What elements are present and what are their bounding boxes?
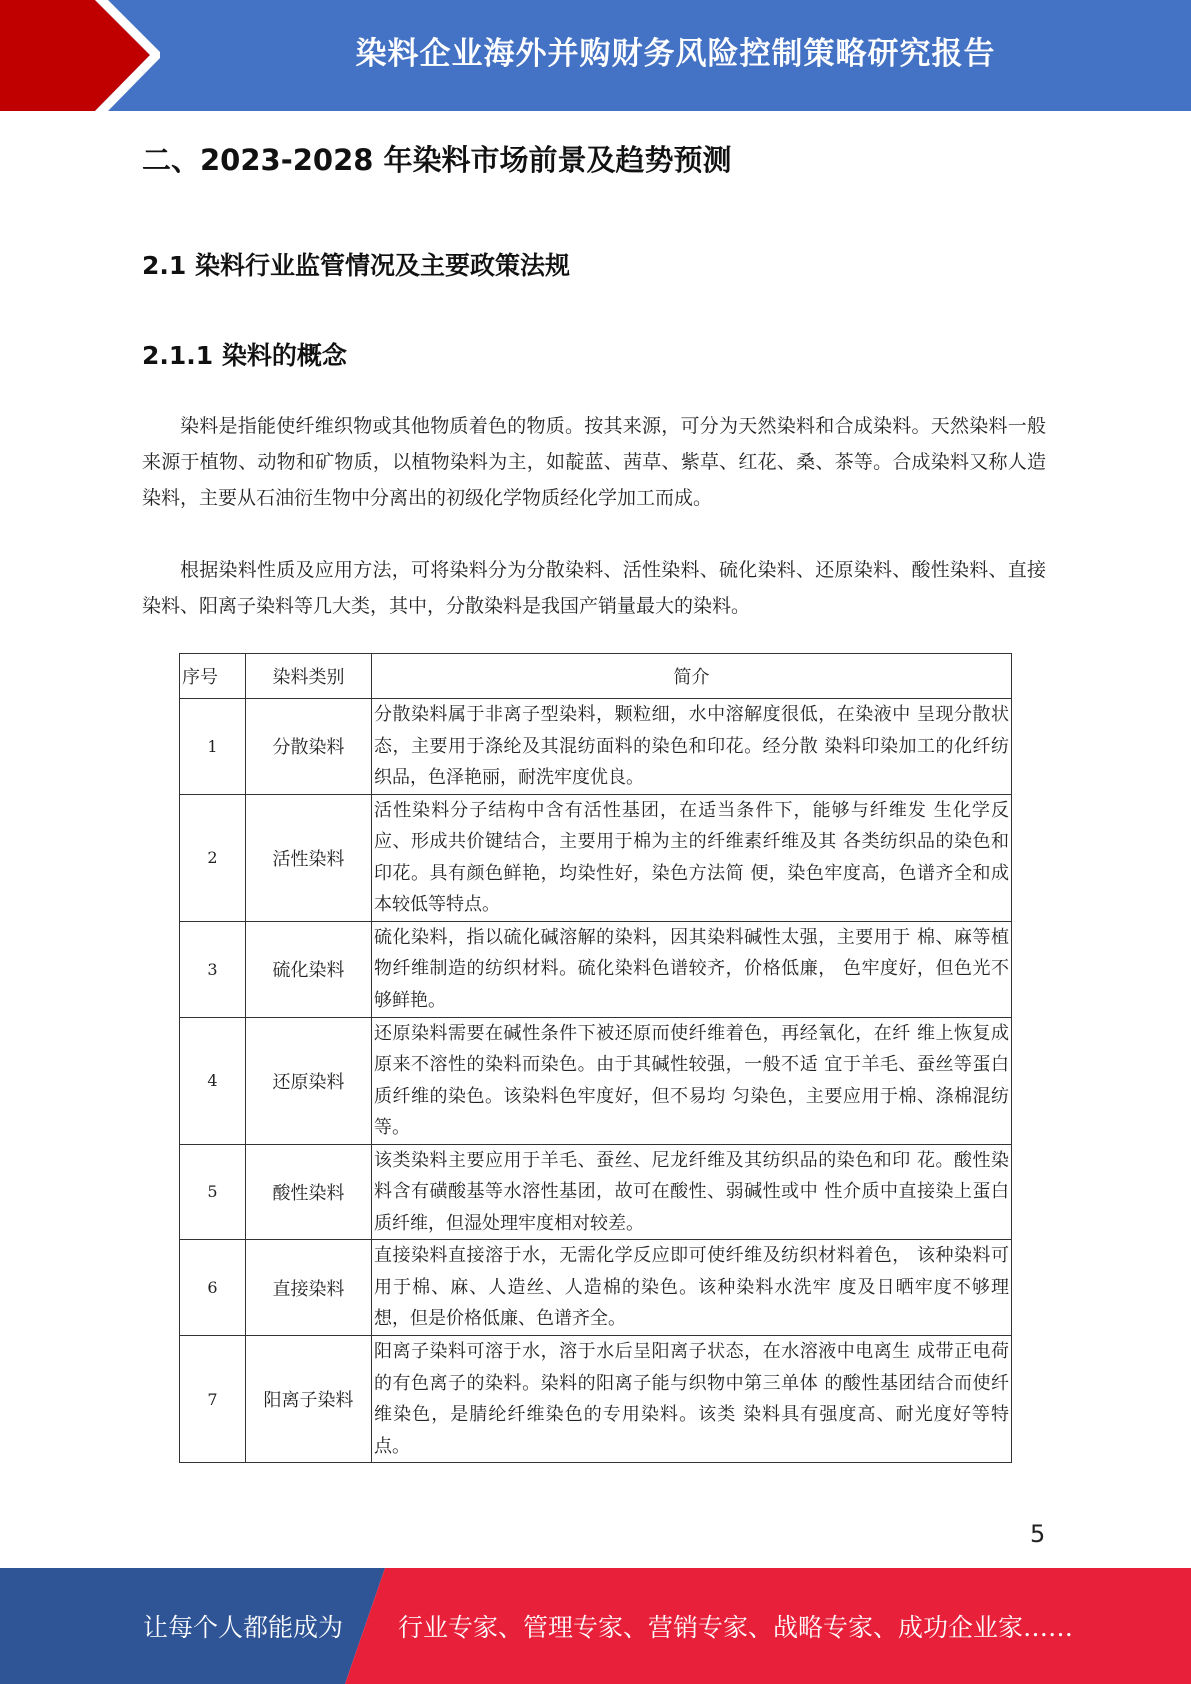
footer-slogan-left: 让每个人都能成为: [143, 1613, 344, 1642]
table-row: [180, 794, 1012, 921]
row-description: 直接染料直接溶于水，无需化学反应即可使纤维及纺织材料着色， 该种染料可用于棉、麻、人造丝、人造棉的染色。该种染料水洗牢 度及日晒牢度不够理想，但是价格低廉、色谱齐全。: [372, 1240, 1012, 1336]
page-number: 5: [1030, 1520, 1046, 1548]
row-description: 该类染料主要应用于羊毛、蚕丝、尼龙纤维及其纺织品的染色和印 花。酸性染料含有磺酸基等水溶性基团，故可在酸性、弱碱性或中 性介质中直接染上蛋白质纤维，但湿处理牢度相对较差。: [372, 1144, 1012, 1240]
paragraph-dye-categories: 根据染料性质及应用方法，可将染料分为分散染料、活性染料、硫化染料、还原染料、酸性染料、直接染料、阳离子染料等几大类，其中，分散染料是我国产销量最大的染料。: [142, 559, 1046, 617]
table-row: [180, 1336, 1012, 1463]
table-row: [180, 1240, 1012, 1336]
row-description: 分散染料属于非离子型染料，颗粒细，水中溶解度很低，在染液中 呈现分散状态，主要用于涤纶及其混纺面料的染色和印花。经分散 染料印染加工的化纤纺织品，色泽艳丽，耐洗牢度优良。: [372, 699, 1012, 795]
chevron-arrow-icon: [0, 0, 160, 111]
footer-banner: [0, 1568, 1191, 1684]
row-index: 6: [180, 1240, 246, 1336]
report-title: 染料企业海外并购财务风险控制策略研究报告: [355, 35, 996, 72]
section-heading: 2.1 染料行业监管情况及主要政策法规: [142, 251, 570, 280]
row-description: 阳离子染料可溶于水，溶于水后呈阳离子状态，在水溶液中电离生 成带正电荷的有色离子的染料。染料的阳离子能与织物中第三单体 的酸性基团结合而使纤维染色，是腈纶纤维染色的专用染料。该类 染料具有强度高、耐光度好等特点。: [372, 1336, 1012, 1463]
dye-category-table: [179, 653, 1012, 1463]
row-index: 5: [180, 1144, 246, 1240]
row-index: 3: [180, 921, 246, 1017]
table-row: [180, 699, 1012, 795]
row-category: 直接染料: [246, 1240, 372, 1336]
row-category: 活性染料: [246, 794, 372, 921]
table-row: [180, 1144, 1012, 1240]
paragraph-dye-concept: 染料是指能使纤维织物或其他物质着色的物质。按其来源，可分为天然染料和合成染料。天然染料一般来源于植物、动物和矿物质，以植物染料为主，如靛蓝、茜草、紫草、红花、桑、茶等。合成染料又称人造染料，主要从石油衍生物中分离出的初级化学物质经化学加工而成。: [142, 415, 1046, 509]
header-banner: [0, 0, 1191, 111]
subsection-heading: 2.1.1 染料的概念: [142, 341, 347, 370]
row-index: 2: [180, 794, 246, 921]
row-index: 7: [180, 1336, 246, 1463]
chapter-heading: 二、2023-2028 年染料市场前景及趋势预测: [142, 143, 732, 177]
footer-slogan-right: 行业专家、管理专家、营销专家、战略专家、成功企业家……: [398, 1613, 1074, 1642]
table-header-row: [180, 654, 1012, 699]
header-category: 染料类别: [246, 654, 372, 699]
row-index: 4: [180, 1017, 246, 1144]
row-description: 还原染料需要在碱性条件下被还原而使纤维着色，再经氧化，在纤 维上恢复成原来不溶性的染料而染色。由于其碱性较强，一般不适 宜于羊毛、蚕丝等蛋白质纤维的染色。该染料色牢度好，但不易均 匀染色，主要应用于棉、涤棉混纺等。: [372, 1017, 1012, 1144]
row-index: 1: [180, 699, 246, 795]
row-category: 分散染料: [246, 699, 372, 795]
row-category: 还原染料: [246, 1017, 372, 1144]
header-index: 序号: [180, 654, 246, 699]
row-category: 硫化染料: [246, 921, 372, 1017]
header-description: 简介: [372, 654, 1012, 699]
table-row: [180, 921, 1012, 1017]
row-description: 硫化染料，指以硫化碱溶解的染料，因其染料碱性太强，主要用于 棉、麻等植物纤维制造的纺织材料。硫化染料色谱较齐，价格低廉， 色牢度好，但色光不够鲜艳。: [372, 921, 1012, 1017]
row-category: 阳离子染料: [246, 1336, 372, 1463]
row-category: 酸性染料: [246, 1144, 372, 1240]
row-description: 活性染料分子结构中含有活性基团，在适当条件下，能够与纤维发 生化学反应、形成共价键结合，主要用于棉为主的纤维素纤维及其 各类纺织品的染色和印花。具有颜色鲜艳，均染性好，染色方法简 便，染色牢度高，色谱齐全和成本较低等特点。: [372, 794, 1012, 921]
table-row: [180, 1017, 1012, 1144]
